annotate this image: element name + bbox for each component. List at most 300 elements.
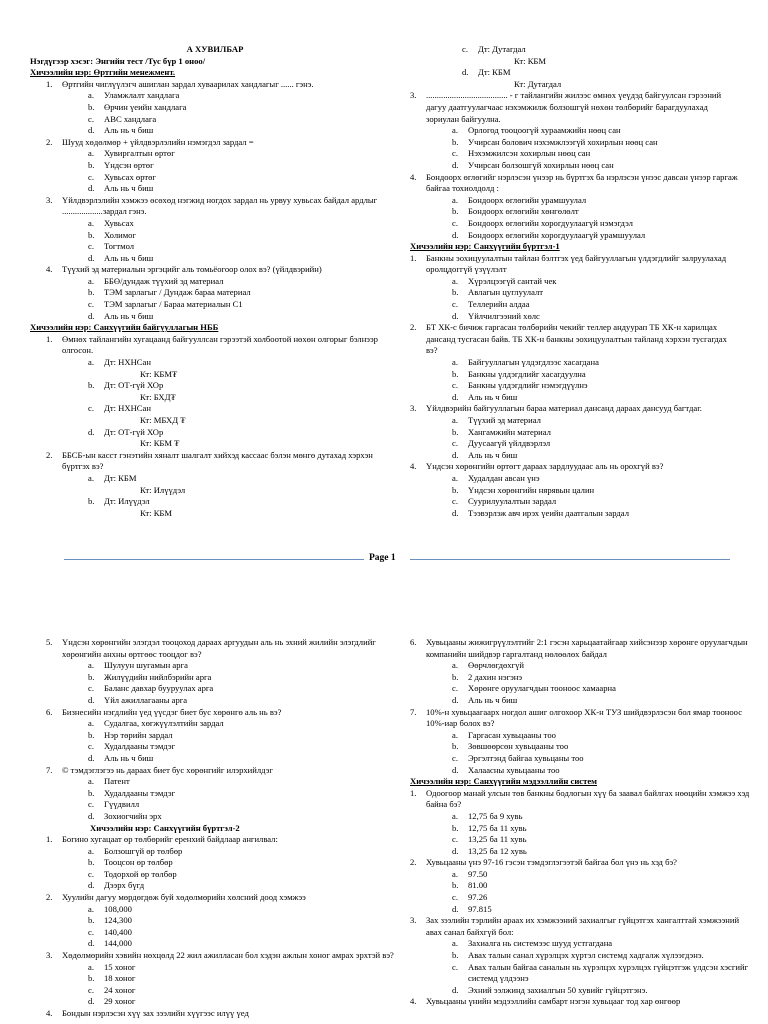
answer-option [410, 299, 740, 311]
question [30, 137, 400, 195]
option-text: Дт: КБМ [104, 472, 137, 483]
question-number: 2. [410, 322, 417, 333]
option-letter: c. [88, 868, 94, 879]
answer-option [410, 450, 740, 462]
option-letter: c. [88, 984, 94, 995]
question-number: 2. [46, 449, 53, 460]
document-title: А ХУВИЛБАР [186, 44, 244, 54]
option-text: Болзошгүй өр төлбөр [104, 845, 183, 856]
option-letter: c. [452, 834, 458, 845]
question [30, 950, 400, 1008]
answer-option [46, 973, 400, 985]
question [30, 1008, 400, 1020]
question-stem [410, 996, 750, 1008]
option-text: Эргэлтэнд байгаа хувьцаны тоо [468, 752, 584, 763]
option-text: Дт: НХНСан [104, 357, 151, 368]
answer-option [410, 672, 750, 684]
question-number: 2. [46, 892, 53, 903]
answer-option [46, 183, 400, 195]
option-text: Дт: Дутагдал [478, 44, 526, 54]
option-text: Хөрөнге оруулагчдын тооноос хамаарна [468, 683, 616, 694]
option-letter: a. [452, 415, 458, 425]
answer-option [46, 508, 400, 520]
option-text: Хувиргалтын өртөг [104, 148, 175, 159]
question-stem [410, 707, 750, 730]
option-text: 24 хоног [104, 984, 136, 995]
answer-option [46, 880, 400, 892]
question-number: 2. [46, 136, 53, 147]
answer-option [46, 311, 400, 323]
option-letter: d. [452, 903, 459, 914]
question [410, 461, 740, 519]
question-stem [410, 788, 750, 811]
question [410, 788, 750, 858]
answer-option [46, 799, 400, 811]
option-letter: d. [88, 694, 95, 705]
answer-option [410, 811, 750, 823]
option-letter: c. [88, 683, 94, 694]
option-letter: b. [88, 287, 95, 298]
option-text: 13,25 ба 12 хувь [468, 845, 527, 856]
answer-option [450, 44, 740, 56]
option-letter: c. [452, 148, 458, 159]
answer-option [46, 230, 400, 242]
question-text: Үйлдвэрлэлийн хэмжээ өсөхөд нэгжид ногдох зардал нь урвуу хувьсах байдал ардлыг ...................зардал гэнэ. [62, 194, 378, 217]
option-text: Аль нь ч биш [104, 310, 154, 321]
question-stem [46, 195, 400, 218]
answer-option [410, 496, 740, 508]
option-letter: b. [88, 787, 95, 798]
option-letter: b. [452, 822, 459, 833]
question [410, 403, 740, 461]
option-text: Худалдааны тэмдэг [104, 741, 176, 752]
option-letter: d. [452, 159, 459, 170]
answer-option [46, 741, 400, 753]
option-text: Өөрчлөгдөхгүй [468, 660, 524, 671]
option-letter: c. [88, 741, 94, 752]
option-letter: c. [88, 241, 94, 252]
answer-option [46, 148, 400, 160]
answer-option [46, 438, 400, 450]
answer-option [410, 765, 750, 777]
answer-option [46, 695, 400, 707]
option-letter: c. [452, 961, 458, 972]
answer-option [410, 160, 740, 172]
option-text: Захиалга нь системээс шууд устгагдана [468, 938, 613, 949]
option-letter: b. [452, 671, 459, 682]
answer-option [46, 730, 400, 742]
option-text: Үйл ажиллагааны арга [104, 694, 188, 705]
option-letter: a. [452, 729, 458, 740]
answer-option [410, 148, 740, 160]
answer-option [46, 869, 400, 881]
option-text: ТЭМ зарлагыг / Бараа материалын С1 [104, 299, 243, 310]
option-text: Дт: КБМ [478, 67, 511, 78]
option-text: Тогтмол [104, 241, 135, 252]
answer-option [46, 904, 400, 916]
option-text: 97.50 [468, 868, 488, 879]
option-text: АВС хандлага [104, 113, 157, 124]
option-text: 12,75 ба 9 хувь [468, 810, 523, 821]
option-text: Үндсэн хөрөнгийн нярявын цалин [468, 484, 595, 495]
option-letter: a. [452, 660, 458, 671]
answer-option [410, 380, 740, 392]
option-text: Худалдан авсан үнэ [468, 472, 540, 483]
answer-option [410, 195, 740, 207]
question-number: 5. [46, 637, 53, 647]
option-text: Кт: БХД₮ [140, 391, 176, 402]
option-text: Дт: НХНСан [104, 403, 151, 414]
option-letter: c. [452, 752, 458, 763]
option-text: 18 хоног [104, 973, 136, 984]
option-letter: b. [452, 484, 459, 495]
option-letter [462, 56, 478, 68]
option-text: Хүрэлцээгүй сантай чек [468, 275, 557, 286]
option-text: Аль нь ч биш [468, 391, 518, 402]
option-letter: b. [88, 973, 95, 984]
question [30, 834, 400, 892]
answer-option [410, 137, 740, 149]
answer-option [410, 369, 740, 381]
option-text: 108,000 [104, 903, 132, 914]
option-text: Баланс давхар бууруулах арга [104, 683, 214, 694]
option-letter: c. [452, 299, 458, 310]
answer-option [46, 811, 400, 823]
option-text: 12,75 ба 11 хувь [468, 822, 527, 833]
question-stem [46, 450, 400, 473]
answer-option [410, 357, 740, 369]
answer-option [410, 218, 740, 230]
option-text: Учирсан болзошгүй хохирлын нөөц сан [468, 159, 614, 170]
option-text: Үйлчилгээний хөлс [468, 310, 540, 321]
option-letter: d. [88, 810, 95, 821]
answer-option [450, 79, 740, 91]
option-text: Халаасны хувьцааны тоо [468, 764, 560, 775]
option-letter: c. [452, 438, 458, 449]
option-letter: c. [452, 683, 458, 694]
answer-option [46, 927, 400, 939]
option-letter: b. [452, 950, 459, 961]
footer-rule-right [410, 559, 730, 560]
question-stem [46, 707, 400, 719]
option-letter: c. [462, 44, 468, 54]
option-text: Бондоорх өглөгийн урамшуулал [468, 194, 587, 205]
option-text: Холимог [104, 229, 136, 240]
answer-option [410, 392, 740, 404]
option-letter: d. [88, 252, 95, 263]
question-stem [410, 461, 740, 473]
question-number: 4. [46, 264, 53, 275]
answer-option [410, 287, 740, 299]
option-letter [88, 438, 104, 450]
option-text: Дуусаагүй үйлдвэрлэл [468, 438, 551, 449]
answer-option [46, 718, 400, 730]
option-text: Гаргасан хувьцааны тоо [468, 729, 556, 740]
question-number: 1. [410, 252, 417, 263]
section-heading: Хичээлийн нэр: Санхүүгийн бүртгэл-1 [410, 241, 560, 252]
question [30, 195, 400, 265]
option-text: Үндсэн өртөг [104, 159, 154, 170]
page2-left-column [30, 637, 400, 1020]
option-letter: c. [452, 892, 458, 903]
question [30, 892, 400, 950]
option-letter: a. [88, 903, 94, 914]
option-letter: d. [88, 310, 95, 321]
option-letter: b. [88, 915, 95, 926]
answer-option [46, 357, 400, 369]
section-heading: Хичээлийн нэр: Санхүүгийн мэдээллийн систем [410, 776, 597, 787]
option-letter: c. [452, 496, 458, 507]
answer-option [410, 276, 740, 288]
answer-option [46, 938, 400, 950]
question-text: Хувьцааны үнийн мэдээллийн самбарт нэгэн хувьцааг тод хар өнгөөр [426, 996, 681, 1007]
question-number: 7. [410, 706, 417, 717]
question [410, 996, 750, 1008]
question [30, 79, 400, 137]
answer-option [410, 962, 750, 985]
page1-right-column [410, 44, 740, 519]
option-letter: b. [88, 229, 95, 240]
question-number: 3. [46, 950, 53, 961]
option-text: Аль нь ч биш [468, 449, 518, 460]
question [410, 707, 750, 777]
answer-option [46, 962, 400, 974]
answer-option [46, 672, 400, 684]
answer-option [410, 985, 750, 997]
answer-option [410, 834, 750, 846]
question [410, 322, 740, 403]
option-letter: b. [88, 159, 95, 170]
answer-option [410, 741, 750, 753]
option-text: Аль нь ч биш [104, 125, 154, 136]
option-letter: a. [88, 776, 94, 787]
option-letter: c. [452, 380, 458, 391]
option-text: Түүхий эд материал [468, 415, 541, 425]
option-text: Кт: Дутагдал [514, 78, 562, 89]
answer-option [410, 892, 750, 904]
question-number: 4. [410, 996, 417, 1007]
answer-option [46, 660, 400, 672]
option-letter: b. [88, 729, 95, 740]
answer-option [450, 67, 740, 79]
answer-option [46, 125, 400, 137]
option-text: 13,25 ба 11 хувь [468, 834, 527, 845]
answer-option [410, 508, 740, 520]
option-text: Хувьсах [104, 217, 134, 228]
question-stem [410, 637, 750, 660]
question-stem [46, 79, 400, 91]
answer-option [46, 241, 400, 253]
section-heading: Хичээлийн нэр: Өртгийн менежмент. [30, 67, 176, 78]
question-text: ...................................... - г тайлангийн жилээс өмнөх үеүдэд байгуулсан гэрээний дагуу даатгуулагчаас нэхэмжилж болзошгүй нөхөн төлбөрийг барагдуулахад зориулан байгуулна. [426, 90, 722, 124]
option-letter: b. [452, 368, 459, 379]
option-text: 124,300 [104, 915, 132, 926]
option-text: Эхний ээлжинд захиалгын 50 хувийг гүйцэтгэнэ. [468, 984, 648, 995]
option-text: Зөвшөөрсөн хувьцааны тоо [468, 741, 569, 752]
answer-option [46, 392, 400, 404]
page-number: Page 1 [369, 553, 396, 563]
question-number: 3. [46, 194, 53, 205]
option-letter: d. [88, 426, 95, 437]
question-stem [46, 137, 400, 149]
question-number: 1. [46, 834, 53, 845]
option-letter: b. [452, 741, 459, 752]
option-letter: a. [452, 472, 458, 483]
option-letter: d. [88, 938, 95, 949]
option-text: 97.815 [468, 903, 492, 914]
answer-option [46, 403, 400, 415]
option-text: Банкны үлдэгдлийг нэмэгдүүлнэ [468, 380, 588, 391]
answer-option [410, 206, 740, 218]
option-text: Тодорхой өр төлбөр [104, 868, 177, 879]
option-text: Теллерийн алдаа [468, 299, 530, 310]
question-text: Зах зээлийн тэрлийн араах их хэмжээний захиалгыг гүйцэтгэх хангалттай хэмжээний авах санал байхгүй бол: [426, 915, 740, 937]
option-letter: d. [452, 391, 459, 402]
answer-option [46, 172, 400, 184]
option-text: Шулуун шугамын арга [104, 660, 188, 671]
option-letter: a. [452, 275, 458, 286]
question-stem [46, 637, 400, 660]
answer-option [410, 415, 740, 427]
question [410, 172, 740, 242]
option-text: 2 дахин нэгэнэ [468, 671, 523, 682]
option-letter: d. [88, 996, 95, 1007]
option-letter [88, 415, 104, 427]
answer-option [46, 160, 400, 172]
answer-option [46, 299, 400, 311]
page2-right-column [410, 637, 750, 1008]
option-letter [88, 369, 104, 381]
option-text: 97.26 [468, 892, 488, 903]
question [30, 637, 400, 707]
option-letter [88, 485, 104, 497]
question [30, 334, 400, 450]
option-letter: b. [452, 287, 459, 298]
question-text: Үйлдвэрийн байгууллагын бараа материал дансанд дараах дансууд багтдаг. [426, 403, 702, 414]
option-letter: b. [88, 101, 95, 112]
option-text: Аль нь ч биш [104, 183, 154, 194]
option-text: Дт: ОТ-гүй ХОр [104, 426, 164, 437]
option-letter: d. [452, 449, 459, 460]
option-letter: a. [88, 90, 94, 101]
option-text: Авлагын цуглуулалт [468, 287, 544, 298]
option-letter [88, 392, 104, 404]
option-text: Кт: КБМ ₮ [140, 438, 180, 449]
option-letter: d. [88, 125, 95, 136]
option-text: 15 хоног [104, 961, 136, 972]
option-text: Худалдааны тэмдэг [104, 787, 176, 798]
answer-option [410, 846, 750, 858]
answer-option [410, 869, 750, 881]
option-letter [88, 508, 104, 520]
question [30, 765, 400, 823]
question-stem [410, 915, 750, 938]
section-heading: Хичээлийн нэр: Санхүүгийн бүртгэл-2 [90, 822, 240, 833]
option-letter: a. [88, 961, 94, 972]
answer-option [410, 473, 740, 485]
option-text: Нэр төрийн зардал [104, 729, 173, 740]
option-text: Патент [104, 776, 130, 787]
answer-option [46, 683, 400, 695]
option-letter: a. [452, 810, 458, 821]
question-number: 1. [46, 78, 53, 89]
answer-option [410, 660, 750, 672]
question-text: Хөдөлмөрийн хэвийн нөхцөлд 22 жил ажилласан бол хэдэн ажлын хоног амрах эрхтэй вэ? [62, 950, 394, 961]
question-stem [46, 334, 400, 357]
option-letter: d. [452, 845, 459, 856]
option-letter: a. [88, 217, 94, 228]
section-intro: Нэгдүгээр хэсэг: Энгийн тест /Тус бүр 1 оноо/ [30, 55, 206, 66]
answer-option [46, 776, 400, 788]
option-text: Бондоорх өглөгийн хөнгөлөлт [468, 206, 579, 217]
question-stem [46, 264, 400, 276]
question [30, 707, 400, 765]
option-letter: d. [452, 507, 459, 518]
option-letter: b. [452, 426, 459, 437]
option-text: 144,000 [104, 938, 132, 949]
option-letter: b. [452, 136, 459, 147]
question-stem [410, 857, 750, 869]
answer-option [46, 996, 400, 1008]
option-letter: a. [452, 868, 458, 879]
answer-option [410, 753, 750, 765]
question [410, 253, 740, 323]
question-number: 6. [46, 706, 53, 717]
question-text: Өмнөх тайлангийн хугацаанд байгууллсан гэрээтэй холбоотой нөхөн олгорыг бэлнээр олгосон. [62, 333, 378, 356]
option-text: Авах талын санал хүрэлцэх хүртэл системд хадгалж хүлээгдэнэ. [468, 950, 704, 961]
option-text: Кт: Илүүдэл [140, 484, 186, 495]
option-text: Дээрх бүгд [104, 880, 145, 891]
option-letter: b. [88, 671, 95, 682]
answer-option [46, 857, 400, 869]
option-text: Судалгаа, хөгжүүлэлтийн зардал [104, 718, 224, 729]
option-text: Хангамжийн материал [468, 426, 551, 437]
option-text: Дт: ОТ-гүй ХОр [104, 380, 164, 391]
question-stem [410, 403, 740, 415]
answer-option [46, 102, 400, 114]
answer-option [410, 695, 750, 707]
option-letter: a. [88, 275, 94, 286]
option-text: 81.00 [468, 880, 488, 891]
answer-option [46, 90, 400, 102]
option-letter: d. [88, 183, 95, 194]
option-text: Кт: КБМ₮ [140, 368, 178, 379]
answer-option [410, 938, 750, 950]
question-number: 1. [410, 787, 417, 798]
answer-option [46, 427, 400, 439]
question-text: Хувьцааны үнэ 97-16 гэсэн тэмдэглэгээтэй байгаа бол үнэ нь хэд бэ? [426, 857, 677, 868]
option-letter: a. [88, 148, 94, 159]
answer-option [46, 287, 400, 299]
option-letter: c. [452, 217, 458, 228]
option-letter: a. [88, 660, 94, 671]
option-letter: b. [452, 880, 459, 891]
option-letter: c. [88, 926, 94, 937]
answer-option [46, 846, 400, 858]
question-number: 7. [46, 764, 53, 775]
option-text: Аль нь ч биш [104, 252, 154, 263]
option-text: Тооцсон өр төлбөр [104, 857, 173, 868]
question-text: ББСБ-ын касст гэнэтийн хяналт шалгалт хийхэд кассаас бэлэн мөнгө дутахад хэрхэн бүртгэх вэ? [62, 449, 373, 472]
question-number: 4. [46, 1008, 53, 1018]
option-text: Орлогод тооцоогүй хураамжийн нөөц сан [468, 125, 621, 136]
question-number: 4. [410, 461, 417, 472]
option-letter: c. [88, 299, 94, 310]
option-letter: c. [88, 799, 94, 810]
option-text: Тээвэрлэж авч ирэх үеийн даатгалын зардал [468, 507, 629, 518]
answer-option [410, 311, 740, 323]
question-stem [46, 892, 400, 904]
